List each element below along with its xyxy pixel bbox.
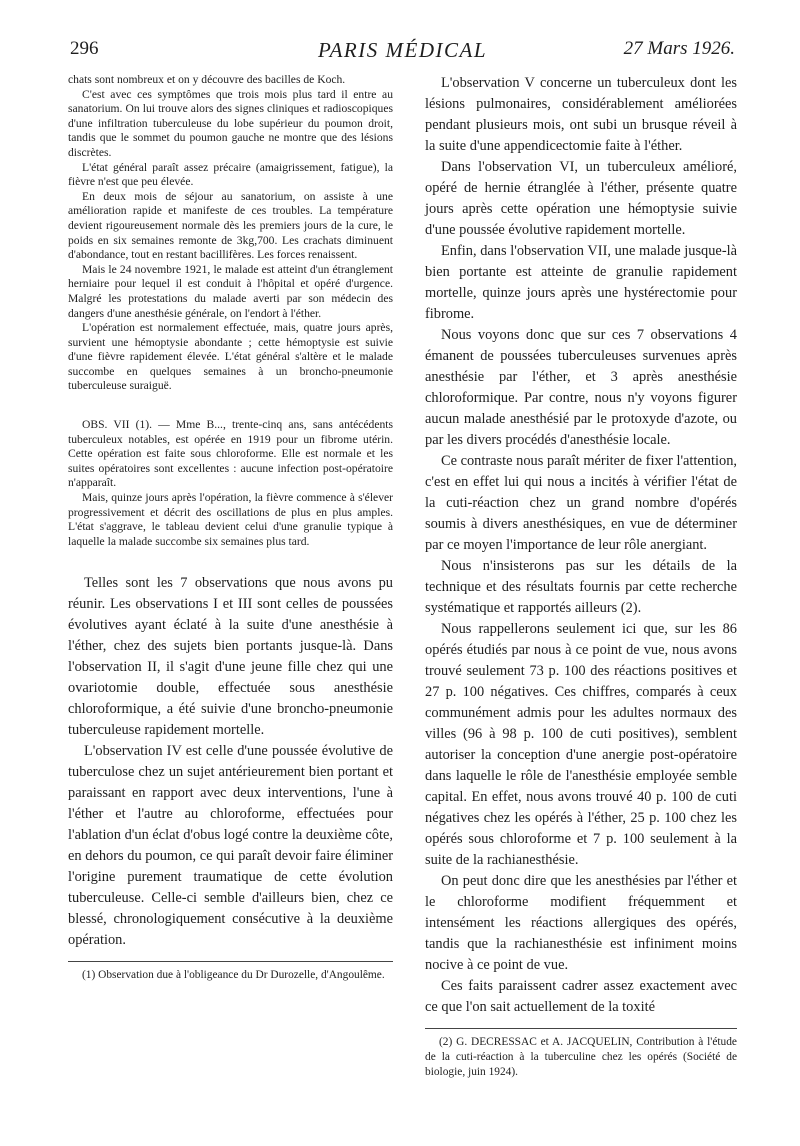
paragraph: Dans l'observation VI, un tuberculeux amélioré, opéré de hernie étranglée à l'éther, présente quatre jours après cette opération une hémoptysie suivie d'une poussée évolutive rapidement mortelle.	[425, 159, 737, 238]
footnote-divider	[68, 961, 393, 962]
footnote	[425, 1035, 737, 1080]
paragraph: On peut donc dire que les anesthésies par l'éther et le chloroforme modifient fréquemment et intensément les réactions allergiques des opérés, tandis que la rachianesthésie est infiniment moins nocive à ce point de vue.	[425, 873, 737, 973]
journal-title: PARIS MÉDICAL	[317, 38, 487, 62]
paragraph: Enfin, dans l'observation VII, une malade jusque-là bien portante est atteinte de granulie rapidement mortelle, quinze jours après une hystérectomie pour fibrome.	[425, 243, 737, 322]
paragraph: L'observation IV est celle d'une poussée évolutive de tuberculose chez un sujet antérieurement bien portant et paraissant en rapport avec deux interventions, l'une à l'éther et l'autre au chloroforme, effectuées pour l'ablation d'un éclat d'obus logé contre la deuxième côte, en dehors du poumon, ce qui paraît devoir faire éliminer l'origine purement traumatique de cette évolution tuberculeuse. Celle-ci semble d'ailleurs bien, chez ce blessé, chronologiquement consécutive à la deuxième opération.	[68, 743, 393, 949]
case-continuation	[68, 73, 393, 394]
paragraph: Telles sont les 7 observations que nous avons pu réunir. Les observations I et III sont celles de poussées évolutives ayant éclaté à la suite d'une anesthésie à l'éther, chez des sujets bien portants jusque-là. Dans l'observation II, il s'agit d'une jeune fille chez qui une ovariotomie double, effectuée sous anesthésie chloroformique, a été suivie d'une broncho-pneumonie tuberculeuse rapidement mortelle.	[68, 575, 393, 739]
right-column	[425, 73, 737, 1080]
paragraph: Mais, quinze jours après l'opération, la fièvre commence à s'élever progressivement et décrit des oscillations de plus en plus amples. L'état s'aggrave, le tableau devient celui d'une granulie typique à laquelle la malade succombe six semaines plus tard.	[68, 491, 393, 548]
footnote-text: (1) Observation due à l'obligeance du Dr Durozelle, d'Angoulême.	[82, 969, 385, 982]
paragraph: Ce contraste nous paraît mériter de fixer l'attention, c'est en effet lui qui nous a incités à vérifier l'état de la cuti-réaction chez un grand nombre d'opérés soumis à divers anesthésiques, en vue de déterminer par ce moyen l'importance de leur rôle anergiant.	[425, 453, 737, 553]
paragraph: Ces faits paraissent cadrer assez exactement avec ce que l'on sait actuellement de la toxité	[425, 978, 737, 1015]
paragraph: Mais le 24 novembre 1921, le malade est atteint d'un étranglement herniaire pour lequel il est conduit à l'hôpital et opéré d'urgence. Malgré les protestations du malade averti par son médecin des dangers d'une anesthésie générale, on l'endort à l'éther.	[68, 262, 393, 320]
paragraph: L'état général paraît assez précaire (amaigrissement, fatigue), la fièvre n'est que peu élevée.	[68, 160, 393, 189]
footnote-text: (2) G. DECRESSAC et A. JACQUELIN, Contribution à l'étude de la cuti-réaction à la tuberculine chez les opérés (Société de biologie, juin 1924).	[425, 1036, 737, 1078]
paragraph: L'observation V concerne un tuberculeux dont les lésions pulmonaires, considérablement améliorées pendant plusieurs mois, ont subi un brusque réveil à la suite d'une appendicectomie faite à l'éther.	[425, 75, 737, 154]
paragraph: C'est avec ces symptômes que trois mois plus tard il entre au sanatorium. On lui trouve alors des signes cliniques et radioscopiques d'une infiltration tuberculeuse du lobe supérieur du poumon droit, tandis que le sommet du poumon gauche ne montre que des lésions discrètes.	[68, 87, 393, 159]
main-text	[425, 73, 737, 1018]
page-header	[70, 38, 735, 68]
observation-vii	[68, 418, 393, 549]
paragraph: Nous rappellerons seulement ici que, sur les 86 opérés étudiés par nous à ce point de vue, nous avons trouvé seulement 73 p. 100 des réactions positives et 27 p. 100 négatives. Ces chiffres, comparés à ceux communément admis pour les adultes normaux des villes (96 à 98 p. 100 de cuti positives), semblent autoriser la conception d'une anergie post-opératoire dans laquelle le rôle de l'anesthésie employée semble capital. En effet, nous avons trouvé 40 p. 100 de cuti négatives chez les opérés à l'éther, 25 p. 100 chez les opérés sous chloroforme et 7 p. 100 seulement à la suite de la rachianesthésie.	[425, 621, 737, 868]
left-column	[68, 73, 393, 983]
paragraph: En deux mois de séjour au sanatorium, on assiste à une amélioration rapide et manifeste de ces troubles. La température devient rigoureusement normale dès les premiers jours de la cure, le poids en six semaines remonte de 3kg,700. Les crachats diminuent d'abondance, tout en restant bacillifères. Les forces renaissent.	[68, 189, 393, 262]
page-number: 296	[70, 38, 99, 59]
paragraph: Nous n'insisterons pas sur les détails de la technique et des résultats fournis par cette recherche systématique et rapportés ailleurs (2).	[425, 558, 737, 616]
main-text	[68, 573, 393, 951]
footnote-divider	[425, 1028, 737, 1029]
paragraph: chats sont nombreux et on y découvre des bacilles de Koch.	[68, 73, 346, 86]
paragraph: OBS. VII (1). — Mme B..., trente-cinq ans, sans antécédents tuberculeux notables, est opérée en 1919 pour un fibrome utérin. Cette opération est faite sous chloroforme. Elle est normale et les suites opératoires sont excellentes : aucune infection post-opératoire n'apparaît.	[68, 418, 393, 490]
paragraph: L'opération est normalement effectuée, mais, quatre jours après, survient une hémoptysie abondante ; cette hémoptysie est suivie d'une fièvre rapidement élevée. L'état général s'altère et le malade succombe en quelques semaines à un broncho-pneumonie tuberculeuse suraiguë.	[68, 321, 393, 393]
paragraph: Nous voyons donc que sur ces 7 observations 4 émanent de poussées tuberculeuses survenues après anesthésie par l'éther, et 3 après anesthésie chloroformique. Par contre, nous n'y voyons figurer aucun malade anesthésié par le protoxyde d'azote, ou par les divers procédés d'anesthésie locale.	[425, 327, 737, 448]
issue-date: 27 Mars 1926.	[623, 38, 735, 59]
footnote	[68, 968, 393, 983]
